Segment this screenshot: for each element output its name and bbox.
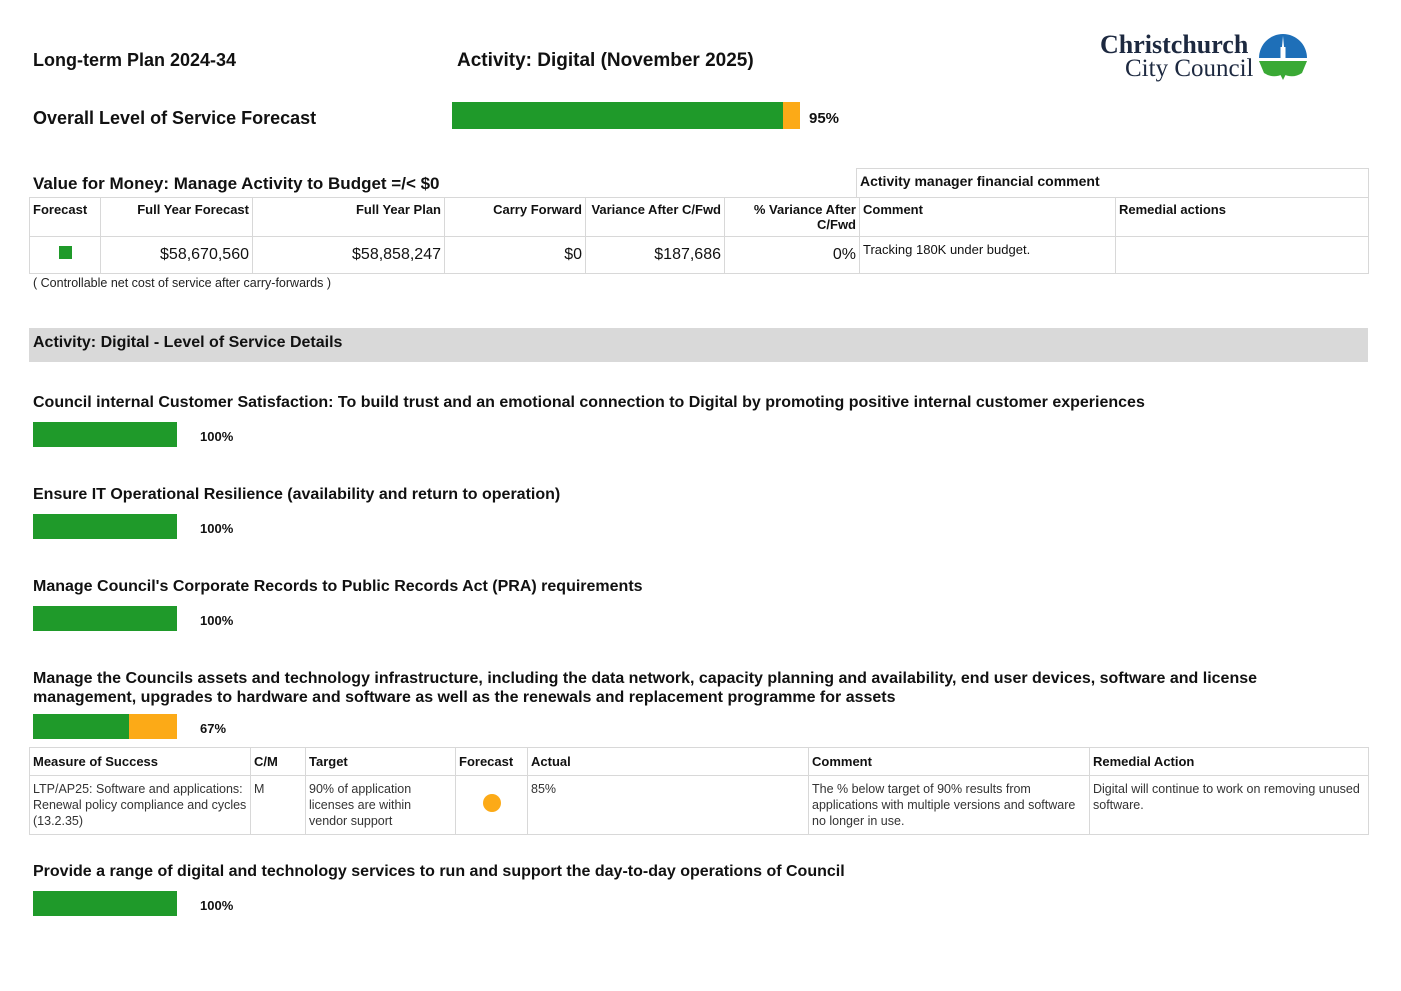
service-progress-bar: [33, 606, 177, 631]
full-year-plan-value: $58,858,247: [253, 237, 445, 274]
col-full-year-forecast: Full Year Forecast: [101, 198, 253, 237]
col-full-year-plan: Full Year Plan: [253, 198, 445, 237]
bar-amber-segment: [129, 714, 177, 739]
measures-table: [29, 747, 1369, 835]
bar-green-segment: [33, 422, 177, 447]
forecast-status-cell: [30, 237, 101, 274]
bar-green-segment: [33, 714, 129, 739]
col-remedial-action: Remedial Action: [1090, 748, 1369, 776]
comment-value: Tracking 180K under budget.: [860, 237, 1116, 274]
amber-status-dot-icon: [483, 794, 501, 812]
service-progress-bar: [33, 891, 177, 916]
service-percent: 100%: [200, 898, 234, 913]
service-title: Provide a range of digital and technology services to run and support the day-to-day operations of Council: [33, 863, 845, 880]
col-comment: Comment: [809, 748, 1090, 776]
remedial-action-cell: Digital will continue to work on removing unused software.: [1090, 776, 1369, 835]
target-cell: 90% of application licenses are within vendor support: [306, 776, 456, 835]
col-cm: C/M: [251, 748, 306, 776]
activity-title: Activity: Digital (November 2025): [457, 50, 754, 71]
table-row: [30, 776, 1369, 835]
service-title: Ensure IT Operational Resilience (availability and return to operation): [33, 486, 561, 503]
overall-label: Overall Level of Service Forecast: [33, 108, 317, 128]
remedial-actions-value: [1116, 237, 1369, 274]
carry-forward-value: $0: [445, 237, 586, 274]
col-remedial-actions: Remedial actions: [1116, 198, 1369, 237]
col-carry-forward: Carry Forward: [445, 198, 586, 237]
col-measure: Measure of Success: [30, 748, 251, 776]
col-comment: Comment: [860, 198, 1116, 237]
bar-green-segment: [33, 606, 177, 631]
logo-line-1: Christchurch: [1100, 30, 1249, 59]
col-forecast: Forecast: [456, 748, 528, 776]
col-variance: Variance After C/Fwd: [586, 198, 725, 237]
overall-percent: 95%: [809, 110, 840, 127]
plan-title: Long-term Plan 2024-34: [33, 50, 237, 70]
cm-cell: M: [251, 776, 306, 835]
manager-comment-heading: Activity manager financial comment: [857, 169, 1369, 198]
service-progress-bar: [33, 514, 177, 539]
measure-cell: LTP/AP25: Software and applications: Renewal policy compliance and cycles (13.2.35): [30, 776, 251, 835]
service-progress-bar: [33, 714, 177, 739]
bar-green-segment: [33, 514, 177, 539]
vfm-title: Value for Money: Manage Activity to Budget =/< $0: [33, 174, 440, 193]
bar-amber-segment: [783, 102, 800, 129]
service-percent: 100%: [200, 613, 234, 628]
details-section-band: [29, 328, 1368, 362]
forecast-cell: [456, 776, 528, 835]
actual-cell: 85%: [528, 776, 809, 835]
service-percent: 100%: [200, 521, 234, 536]
vfm-table: [29, 197, 1369, 274]
green-status-square-icon: [59, 246, 72, 259]
logo-line-2: City Council: [1125, 55, 1254, 82]
col-actual: Actual: [528, 748, 809, 776]
variance-value: $187,686: [586, 237, 725, 274]
service-progress-bar: [33, 422, 177, 447]
cost-note: ( Controllable net cost of service after carry-forwards ): [33, 276, 332, 290]
service-title: Manage Council's Corporate Records to Public Records Act (PRA) requirements: [33, 578, 643, 595]
bar-green-segment: [33, 891, 177, 916]
overall-progress-bar: [452, 102, 800, 129]
service-title: Manage the Councils assets and technology infrastructure, including the data network, capacity planning and availability, end user devices, software and license management, upgrades to hardware and software as well as the renewals and replacement programme for assets: [33, 670, 1258, 706]
pct-variance-value: 0%: [725, 237, 860, 274]
cathedral-icon: [1258, 33, 1308, 83]
manager-comment-header: [856, 168, 1369, 198]
service-percent: 67%: [200, 721, 227, 736]
col-forecast: Forecast: [30, 198, 101, 237]
comment-cell: The % below target of 90% results from applications with multiple versions and software no longer in use.: [809, 776, 1090, 835]
service-title: Council internal Customer Satisfaction: To build trust and an emotional connection to Digital by promoting positive internal customer experiences: [33, 394, 1145, 411]
col-pct-variance: % Variance After C/Fwd: [725, 198, 860, 237]
details-heading: Activity: Digital - Level of Service Details: [33, 334, 343, 351]
full-year-forecast-value: $58,670,560: [101, 237, 253, 274]
bar-green-segment: [452, 102, 783, 129]
col-target: Target: [306, 748, 456, 776]
service-percent: 100%: [200, 429, 234, 444]
council-logo: [1100, 30, 1310, 87]
